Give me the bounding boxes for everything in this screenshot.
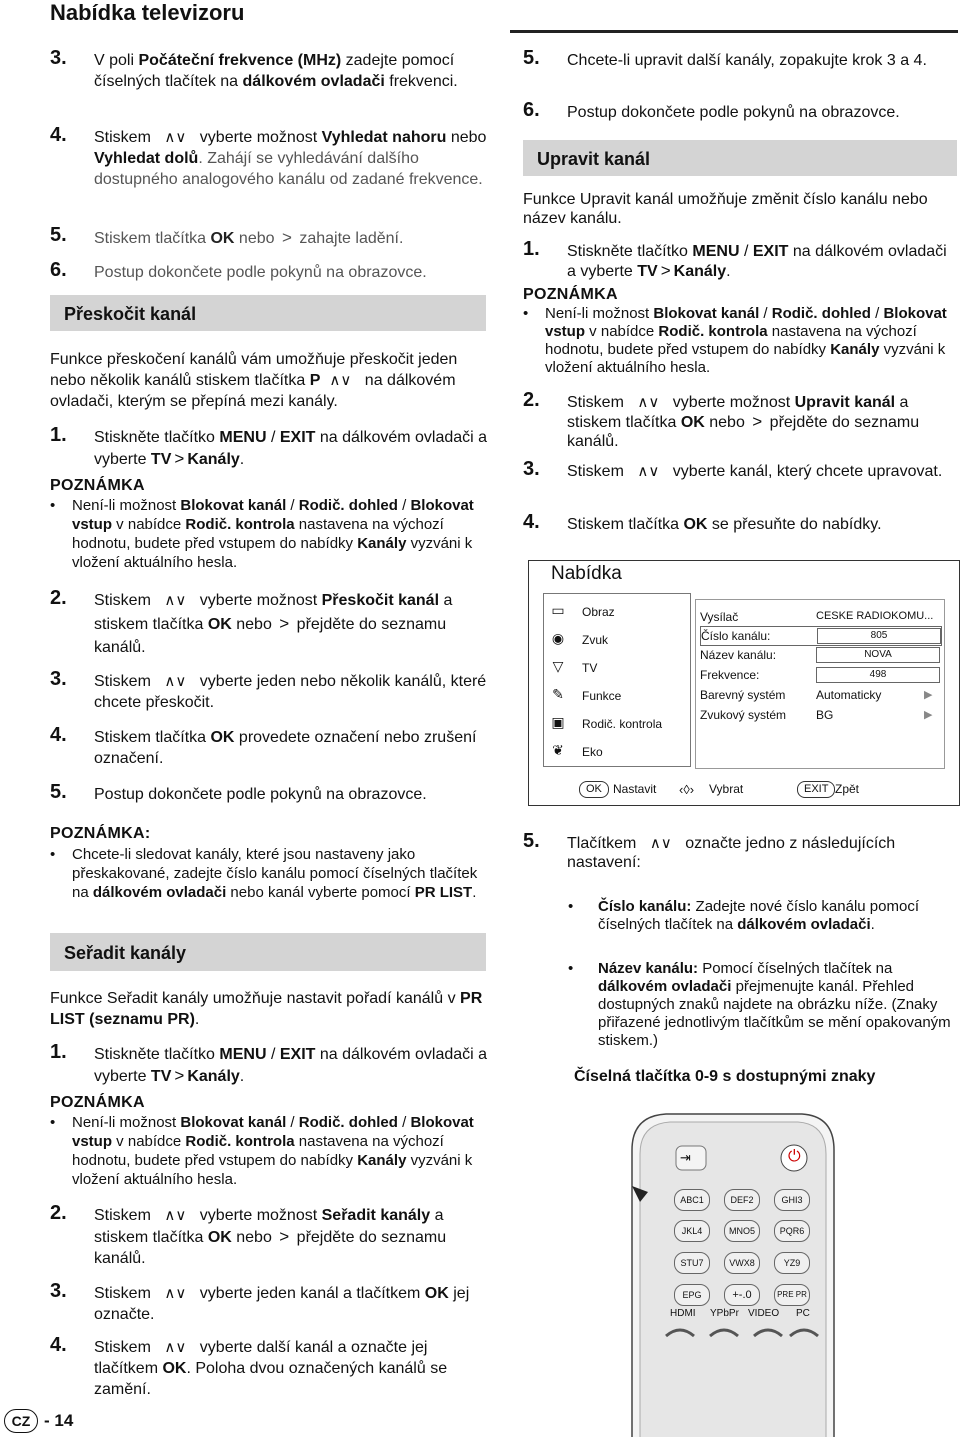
- remote-bottom-buttons: [626, 1322, 840, 1342]
- sort-step-2: 2. Stiskem ∧∨ vyberte možnost Seřadit kanály a stiskem tlačítka OK nebo > přejděte do seznamu kanálů.: [50, 1202, 447, 1267]
- step-number: 2.: [523, 389, 540, 411]
- right-arrow-icon: >: [752, 412, 763, 431]
- step-number: 3.: [50, 47, 67, 69]
- up-down-arrows-icon: ∧∨: [164, 129, 187, 146]
- remote-control-illustration: [626, 1106, 840, 1437]
- row-frequency[interactable]: Frekvence: 498: [700, 666, 940, 684]
- left-step-4: 4. Stiskem ∧∨ vyberte možnost Vyhledat nahoru nebo Vyhledat dolů. Zahájí se vyhledávání dalšího dostupného analogového kanálu od zadané frekvence.: [50, 124, 487, 188]
- page-title: Nabídka televizoru: [50, 0, 245, 25]
- menu-item-funkce[interactable]: ✎ Funkce: [544, 680, 690, 708]
- up-down-arrows-icon: ∧∨: [637, 463, 660, 480]
- left-step-3: 3. V poli Počáteční frekvence (MHz) zadejte pomocí číselných tlačítek na dálkovém ovladači frekvenci.: [50, 47, 458, 90]
- step-number: 4.: [523, 511, 540, 533]
- up-down-arrows-icon: ∧∨: [164, 1285, 187, 1302]
- input-source-icon[interactable]: ⇥: [680, 1150, 691, 1165]
- channel-number-field[interactable]: 805: [817, 628, 941, 644]
- up-down-arrows-icon: ∧∨: [329, 372, 352, 389]
- nav-label: Vybrat: [709, 782, 744, 796]
- up-down-arrows-icon: ∧∨: [649, 835, 672, 852]
- menu-item-tv[interactable]: ▽ TV: [544, 652, 690, 680]
- up-down-arrows-icon: ∧∨: [164, 1339, 187, 1356]
- menu-item-parental[interactable]: ▣ Rodič. kontrola: [551, 714, 663, 731]
- key-stu7[interactable]: STU7: [674, 1252, 710, 1274]
- edit-intro: Funkce Upravit kanál umožňuje změnit číslo kanálu nebo název kanálu.: [523, 191, 928, 227]
- menu-footer: [529, 777, 959, 803]
- row-channel-number[interactable]: Číslo kanálu: 805: [700, 626, 942, 646]
- skip-note-2: • Chcete-li sledovat kanály, které jsou nastaveny jako přeskakované, zadejte číslo kanálu pomocí číselných tlačítek na dálkovém ovladači nebo kanál vyberte pomocí PR LIST.: [50, 846, 478, 901]
- play-right-icon: ▶: [924, 689, 933, 701]
- edit-step-1: 1. Stiskněte tlačítko MENU / EXIT na dálkovém ovladači a vyberte TV > Kanály.: [523, 238, 947, 280]
- step-number: 5.: [50, 224, 67, 246]
- skip-step-1: 1. Stiskněte tlačítko MENU / EXIT na dálkovém ovladači a vyberte TV > Kanály.: [50, 424, 488, 468]
- step-number: 4.: [50, 124, 67, 146]
- exit-label: Zpět: [835, 782, 860, 796]
- step-number: 2.: [50, 1202, 67, 1224]
- step-number: 1.: [50, 424, 67, 446]
- right-step-5: 5. Chcete-li upravit další kanály, zopakujte krok 3 a 4.: [523, 47, 927, 69]
- step-number: 6.: [523, 99, 540, 121]
- step-number: 5.: [523, 830, 540, 852]
- key-def2[interactable]: DEF2: [724, 1189, 760, 1211]
- step-number: 6.: [50, 259, 67, 281]
- label-pc: PC: [796, 1308, 810, 1319]
- key-pqr6[interactable]: PQR6: [774, 1220, 810, 1242]
- up-down-arrows-icon: ∧∨: [164, 592, 187, 609]
- row-color-system[interactable]: Barevný systém Automaticky ▶: [700, 688, 933, 702]
- sort-intro: Funkce Seřadit kanály umožňuje nastavit pořadí kanálů v PR LIST (seznamu PR).: [50, 990, 483, 1028]
- label-hdmi: HDMI: [670, 1308, 696, 1319]
- step-number: 4.: [50, 724, 67, 746]
- note-heading: POZNÁMKA: [50, 1094, 145, 1111]
- right-arrow-icon: >: [174, 449, 185, 468]
- right-step-6: 6. Postup dokončete podle pokynů na obrazovce.: [523, 99, 900, 121]
- power-icon[interactable]: ⏻: [788, 1148, 801, 1165]
- step-number: 1.: [50, 1041, 67, 1063]
- menu-item-eko[interactable]: ❦ Eko: [544, 736, 690, 764]
- exit-key: EXIT: [797, 781, 835, 798]
- header-rule: [510, 30, 958, 33]
- sort-note: • Není-li možnost Blokovat kanál / Rodič. dohled / Blokovat vstup v nabídce Rodič. kontrola nastavena na výchozí hodnotu, budete před vstupem do nabídky Kanály vyzváni k vložení aktuálního hesla.: [50, 1114, 474, 1188]
- note-heading: POZNÁMKA:: [50, 825, 151, 842]
- sort-step-1: 1. Stiskněte tlačítko MENU / EXIT na dálkovém ovladači a vyberte TV > Kanály.: [50, 1041, 488, 1085]
- key-pre-pr[interactable]: PRE PR: [774, 1284, 810, 1306]
- key-mno5[interactable]: MNO5: [724, 1220, 760, 1242]
- ok-key: OK: [579, 781, 609, 798]
- frequency-field[interactable]: 498: [816, 667, 940, 683]
- numeric-keys-heading: Číselná tlačítka 0-9 s dostupnými znaky: [574, 1068, 876, 1085]
- step-number: 5.: [523, 47, 540, 69]
- note-heading: POZNÁMKA: [523, 286, 618, 303]
- skip-note: • Není-li možnost Blokovat kanál / Rodič. dohled / Blokovat vstup v nabídce Rodič. kontrola nastavena na výchozí hodnotu, budete před vstupem do nabídky Kanály vyzváni k vložení aktuálního hesla.: [50, 497, 474, 571]
- step-number: 4.: [50, 1334, 67, 1356]
- edit-step-4: 4. Stiskem tlačítka OK se přesuňte do nabídky.: [523, 511, 882, 533]
- play-right-icon: ▶: [924, 709, 933, 721]
- left-step-6: 6. Postup dokončete podle pokynů na obrazovce.: [50, 259, 427, 281]
- up-down-arrows-icon: ∧∨: [637, 394, 660, 411]
- language-badge: CZ: [4, 1409, 38, 1433]
- key-jkl4[interactable]: JKL4: [674, 1220, 710, 1242]
- option-channel-number: • Číslo kanálu: Zadejte nové číslo kanálu pomocí číselných tlačítek na dálkovém ovladači.: [568, 898, 919, 933]
- skip-step-2: 2. Stiskem ∧∨ vyberte možnost Přeskočit kanál a stiskem tlačítka OK nebo > přejděte do seznamu kanálů.: [50, 587, 453, 656]
- step-number: 2.: [50, 587, 67, 609]
- key-zero[interactable]: +-.0: [724, 1284, 760, 1306]
- right-arrow-icon: >: [174, 1066, 185, 1085]
- left-step-5: 5. Stiskem tlačítka OK nebo > zahajte ladění.: [50, 224, 404, 247]
- tv-menu-screenshot: [528, 560, 960, 806]
- page-number: - 14: [44, 1411, 74, 1430]
- picture-icon: ▭: [551, 602, 565, 618]
- navigate-icon: ‹◊›: [679, 782, 695, 797]
- page-footer: [4, 1409, 73, 1433]
- section-skip-channel: Přeskočit kanál: [50, 295, 486, 331]
- leaf-icon: ❦: [552, 742, 564, 758]
- edit-note: • Není-li možnost Blokovat kanál / Rodič. dohled / Blokovat vstup v nabídce Rodič. kontrola nastavena na výchozí hodnotu, budete před vstupem do nabídky Kanály vyzváni k vložení aktuálního hesla.: [523, 305, 947, 376]
- key-ghi3[interactable]: GHI3: [774, 1189, 810, 1211]
- step-number: 1.: [523, 238, 540, 260]
- right-arrow-icon: >: [279, 614, 290, 633]
- step-number: 3.: [523, 458, 540, 480]
- note-heading: POZNÁMKA: [50, 477, 145, 494]
- menu-channel-panel: [695, 599, 945, 769]
- row-sound-system[interactable]: Zvukový systém BG ▶: [700, 708, 933, 722]
- function-icon: ✎: [552, 686, 564, 702]
- row-channel-name[interactable]: Název kanálu: NOVA: [700, 646, 940, 664]
- right-arrow-icon: >: [279, 1227, 290, 1246]
- step-number: 3.: [50, 668, 67, 690]
- sort-step-4: 4. Stiskem ∧∨ vyberte další kanál a označte jej tlačítkem OK. Poloha dvou označených kanálů se zamění.: [50, 1334, 448, 1398]
- step-number: 5.: [50, 781, 67, 803]
- option-channel-name: • Název kanálu: Pomocí číselných tlačítek na dálkovém ovladači přejmenujte kanál. Přehled dostupných znaků najdete na obrázku níže. (Znaky přiřazené jednotlivým tlačítkům se mění opakovaným stiskem.): [568, 960, 951, 1049]
- skip-step-3: 3. Stiskem ∧∨ vyberte jeden nebo několik kanálů, které chcete přeskočit.: [50, 668, 487, 711]
- label-video: VIDEO: [748, 1308, 780, 1319]
- section-edit-channel: Upravit kanál: [523, 140, 957, 176]
- label-ypbpr: YPbPr: [710, 1308, 739, 1319]
- key-abc1[interactable]: ABC1: [674, 1189, 710, 1211]
- step-number: 3.: [50, 1280, 67, 1302]
- key-epg[interactable]: EPG: [674, 1284, 710, 1306]
- menu-item-zvuk[interactable]: ◉ Zvuk: [551, 630, 609, 647]
- channel-name-field[interactable]: NOVA: [816, 647, 940, 663]
- skip-intro: Funkce přeskočení kanálů vám umožňuje přeskočit jeden nebo několik kanálů stiskem tlačítka P ∧∨ na dálkovém ovladači, kterým se přepíná mezi kanály.: [50, 351, 458, 410]
- lock-icon: ▣: [551, 714, 565, 730]
- edit-step-2: 2. Stiskem ∧∨ vyberte možnost Upravit kanál a stiskem tlačítka OK nebo > přejděte do seznamu kanálů.: [523, 389, 920, 450]
- key-yz9[interactable]: YZ9: [774, 1252, 810, 1274]
- menu-title: Nabídka: [551, 563, 622, 584]
- up-down-arrows-icon: ∧∨: [164, 673, 187, 690]
- right-arrow-icon: >: [281, 228, 292, 247]
- tv-icon: ▽: [552, 658, 564, 674]
- up-down-arrows-icon: ∧∨: [164, 1207, 187, 1224]
- key-vwx8[interactable]: VWX8: [724, 1252, 760, 1274]
- sort-step-3: 3. Stiskem ∧∨ vyberte jeden kanál a tlačítkem OK jej označte.: [50, 1280, 470, 1323]
- row-transmitter: Vysílač CESKE RADIOKOMU...: [700, 610, 934, 624]
- skip-step-5: 5. Postup dokončete podle pokynů na obrazovce.: [50, 781, 427, 803]
- section-sort-channels: Seřadit kanály: [50, 933, 486, 971]
- ok-label: Nastavit: [613, 782, 657, 796]
- skip-step-4: 4. Stiskem tlačítka OK provedete označení nebo zrušení označení.: [50, 724, 477, 767]
- menu-sidebar: [543, 593, 691, 767]
- sound-icon: ◉: [551, 630, 565, 646]
- edit-step-5: 5. Tlačítkem ∧∨ označte jedno z následujících nastavení:: [523, 830, 896, 871]
- menu-item-obraz[interactable]: ▭ Obraz: [551, 602, 615, 619]
- right-arrow-icon: >: [660, 261, 671, 280]
- edit-step-3: 3. Stiskem ∧∨ vyberte kanál, který chcete upravovat.: [523, 458, 943, 480]
